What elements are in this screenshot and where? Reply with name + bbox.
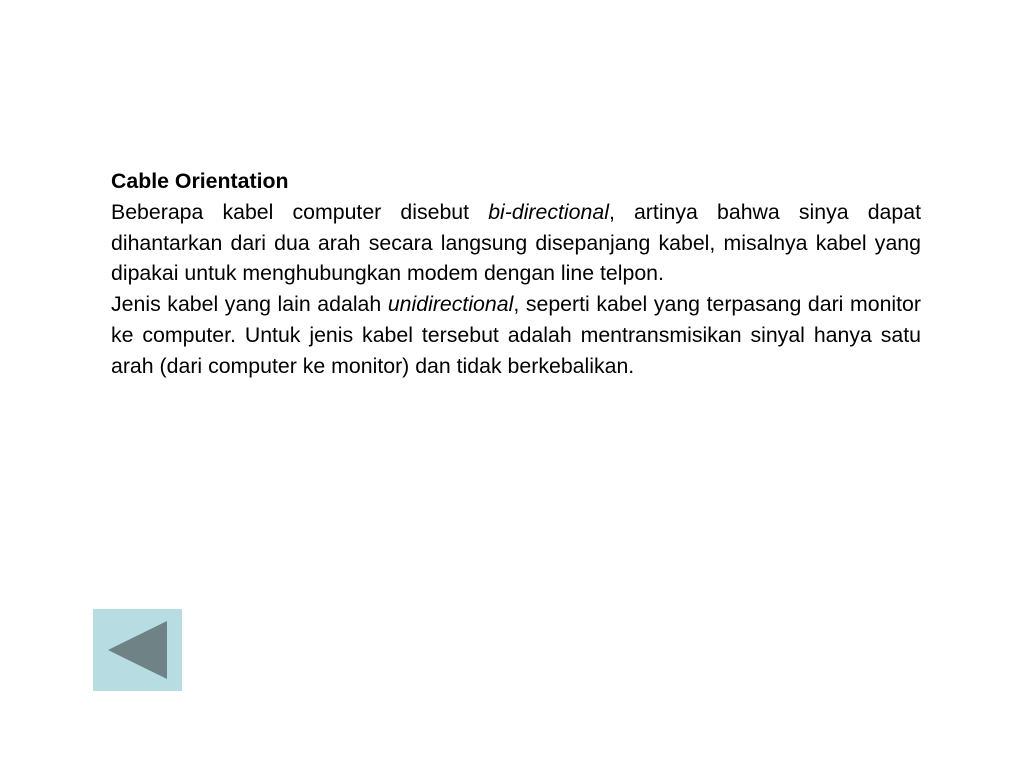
slide-heading: Cable Orientation	[111, 169, 289, 193]
paragraph-1-text-start: Beberapa kabel computer disebut	[111, 199, 489, 224]
back-button[interactable]	[93, 609, 182, 691]
paragraph-2-text-end: , seperti kabel yang terpasang dari monitor ke computer. Untuk jenis kabel tersebut adalah mentransmisikan sinyal hanya satu arah (dari computer ke monitor) dan tidak berkebalikan.	[111, 292, 921, 378]
paragraph-2-text-start: Jenis kabel yang lain adalah	[111, 292, 388, 317]
term-bi-directional: bi-directional	[488, 199, 609, 224]
slide-content	[111, 166, 921, 382]
paragraph-1-text-end: , artinya bahwa sinya dapat dihantarkan dari dua arah secara langsung disepanjang kabel, misalnya kabel yang dipakai untuk menghubungkan modem dengan line telpon.	[111, 199, 921, 286]
paragraph-bidirectional	[111, 197, 921, 289]
term-unidirectional: unidirectional	[387, 292, 514, 317]
paragraph-unidirectional	[111, 289, 921, 381]
triangle-left-icon	[93, 609, 182, 691]
